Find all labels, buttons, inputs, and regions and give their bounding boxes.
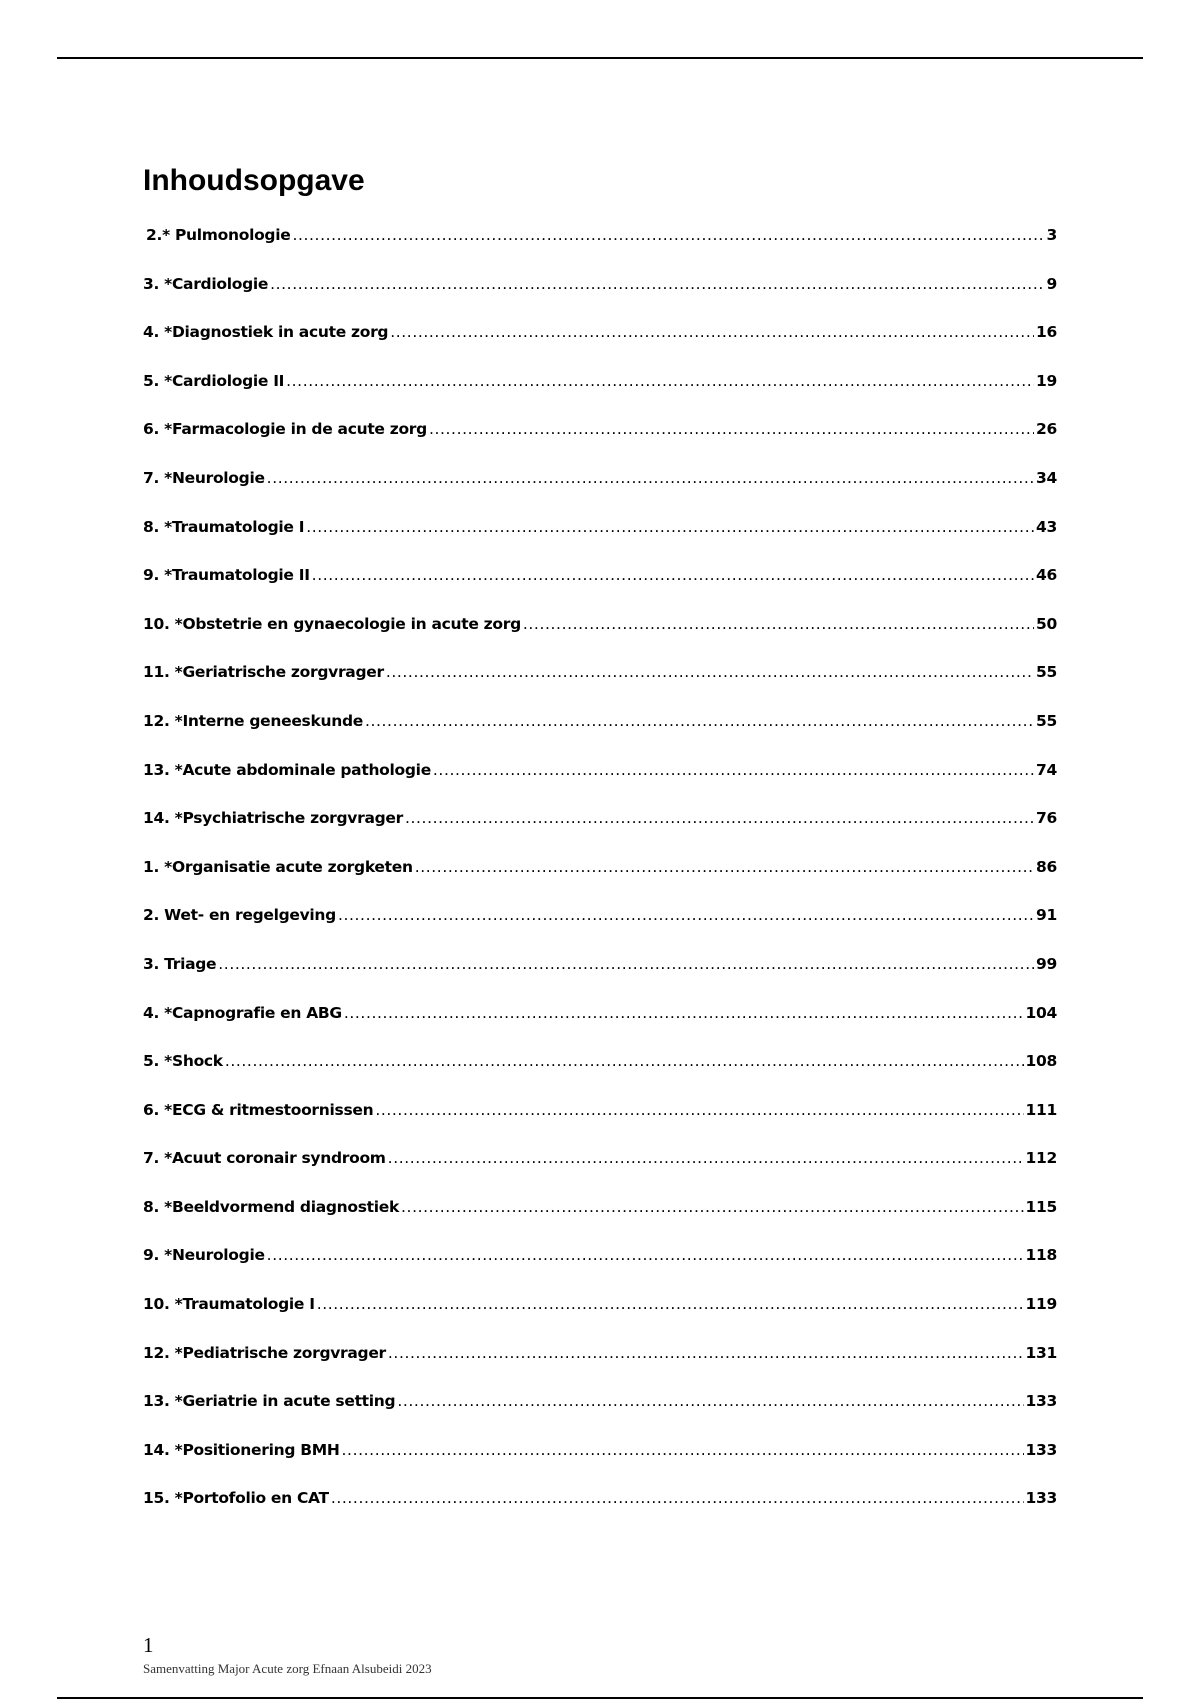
- toc-dot-leader: [386, 663, 1034, 681]
- page-number: 1: [143, 1633, 154, 1657]
- toc-entry-label: 5. *Shock: [143, 1052, 223, 1071]
- toc-entry-page: 108: [1025, 1052, 1057, 1071]
- toc-entry-page: 16: [1036, 323, 1057, 342]
- toc-entry-label: 14. *Positionering BMH: [143, 1440, 340, 1459]
- toc-entry-label: 2. Wet- en regelgeving: [143, 906, 336, 925]
- toc-entry-page: 34: [1036, 468, 1057, 487]
- toc-entry-label: 7. *Neurologie: [143, 468, 265, 487]
- toc-entry[interactable]: [143, 566, 1057, 615]
- toc-entry-label: 13. *Acute abdominale pathologie: [143, 760, 431, 779]
- toc-entry[interactable]: [143, 372, 1057, 421]
- toc-entry[interactable]: [143, 906, 1057, 955]
- toc-dot-leader: [405, 809, 1034, 827]
- toc-entry-page: 133: [1025, 1489, 1057, 1508]
- toc-dot-leader: [270, 275, 1044, 293]
- toc-entry-label: 11. *Geriatrische zorgvrager: [143, 663, 384, 682]
- toc-entry-label: 14. *Psychiatrische zorgvrager: [143, 809, 403, 828]
- toc-entry-page: 86: [1036, 857, 1057, 876]
- toc-entry[interactable]: [143, 1441, 1057, 1490]
- toc-dot-leader: [317, 1295, 1024, 1313]
- toc-entry[interactable]: [143, 809, 1057, 858]
- toc-dot-leader: [523, 615, 1034, 633]
- toc-entry-page: 104: [1025, 1003, 1057, 1022]
- toc-dot-leader: [388, 1149, 1024, 1167]
- toc-entry-label: 8. *Beeldvormend diagnostiek: [143, 1197, 400, 1216]
- toc-entry-page: 76: [1036, 809, 1057, 828]
- toc-entry[interactable]: [143, 712, 1057, 761]
- toc-dot-leader: [267, 469, 1034, 487]
- toc-entry-label: 10. *Obstetrie en gynaecologie in acute zorg: [143, 614, 521, 633]
- toc-dot-leader: [429, 420, 1034, 438]
- footer-text: Samenvatting Major Acute zorg Efnaan Alsubeidi 2023: [143, 1661, 432, 1676]
- toc-entry-page: 115: [1025, 1197, 1057, 1216]
- toc-entry[interactable]: [143, 858, 1057, 907]
- toc-dot-leader: [344, 1004, 1024, 1022]
- table-of-contents: [143, 226, 1057, 1538]
- toc-entry[interactable]: [143, 1489, 1057, 1538]
- toc-entry[interactable]: [143, 518, 1057, 567]
- toc-entry-label: 6. *ECG & ritmestoornissen: [143, 1100, 374, 1119]
- toc-entry-label: 10. *Traumatologie I: [143, 1295, 315, 1314]
- toc-dot-leader: [388, 1344, 1024, 1362]
- toc-entry-label: 3. *Cardiologie: [143, 274, 269, 293]
- toc-entry-page: 118: [1025, 1246, 1057, 1265]
- toc-dot-leader: [218, 955, 1034, 973]
- toc-entry[interactable]: [143, 761, 1057, 810]
- footer-rule: [57, 1697, 1143, 1699]
- toc-entry-label: 3. Triage: [143, 954, 217, 973]
- toc-entry[interactable]: [143, 226, 1057, 275]
- toc-entry-page: 131: [1025, 1343, 1057, 1362]
- toc-entry[interactable]: [143, 663, 1057, 712]
- toc-entry-page: 26: [1036, 420, 1057, 439]
- toc-entry[interactable]: [143, 1149, 1057, 1198]
- toc-entry-label: 4. *Capnografie en ABG: [143, 1003, 342, 1022]
- toc-entry[interactable]: [143, 615, 1057, 664]
- toc-entry-page: 46: [1036, 566, 1057, 585]
- toc-entry-label: 9. *Neurologie: [143, 1246, 265, 1265]
- toc-entry-page: 91: [1036, 906, 1057, 925]
- toc-entry[interactable]: [143, 1101, 1057, 1150]
- toc-dot-leader: [390, 323, 1034, 341]
- toc-dot-leader: [286, 372, 1034, 390]
- toc-entry-label: 5. *Cardiologie II: [143, 371, 285, 390]
- toc-dot-leader: [433, 761, 1034, 779]
- toc-entry-label: 15. *Portofolio en CAT: [143, 1489, 329, 1508]
- toc-entry[interactable]: [143, 955, 1057, 1004]
- toc-entry-label: 7. *Acuut coronair syndroom: [143, 1149, 386, 1168]
- toc-dot-leader: [312, 566, 1034, 584]
- toc-dot-leader: [365, 712, 1034, 730]
- toc-entry-page: 3: [1046, 226, 1057, 244]
- toc-entry[interactable]: [143, 1052, 1057, 1101]
- toc-dot-leader: [292, 226, 1044, 244]
- header-rule: [57, 57, 1143, 59]
- toc-entry-page: 9: [1046, 274, 1057, 293]
- toc-entry-page: 111: [1025, 1100, 1057, 1119]
- toc-entry-label: 12. *Interne geneeskunde: [143, 711, 363, 730]
- toc-entry-page: 43: [1036, 517, 1057, 536]
- toc-entry-page: 55: [1036, 711, 1057, 730]
- toc-entry-label: 1. *Organisatie acute zorgketen: [143, 857, 413, 876]
- toc-entry-label: 13. *Geriatrie in acute setting: [143, 1392, 396, 1411]
- toc-entry-page: 74: [1036, 760, 1057, 779]
- toc-dot-leader: [225, 1052, 1024, 1070]
- toc-entry[interactable]: [143, 469, 1057, 518]
- toc-entry-label: 2.* Pulmonologie: [146, 226, 291, 244]
- toc-entry-page: 112: [1025, 1149, 1057, 1168]
- toc-entry[interactable]: [143, 1392, 1057, 1441]
- toc-entry-page: 119: [1025, 1295, 1057, 1314]
- toc-dot-leader: [331, 1489, 1024, 1507]
- toc-entry[interactable]: [143, 1198, 1057, 1247]
- toc-dot-leader: [397, 1392, 1023, 1410]
- toc-entry[interactable]: [143, 1295, 1057, 1344]
- toc-entry[interactable]: [143, 323, 1057, 372]
- toc-entry-page: 55: [1036, 663, 1057, 682]
- page-title: Inhoudsopgave: [143, 164, 365, 197]
- toc-dot-leader: [267, 1246, 1024, 1264]
- toc-entry-page: 19: [1036, 371, 1057, 390]
- toc-entry-label: 6. *Farmacologie in de acute zorg: [143, 420, 427, 439]
- toc-entry-page: 99: [1036, 954, 1057, 973]
- toc-entry-label: 12. *Pediatrische zorgvrager: [143, 1343, 386, 1362]
- toc-entry-page: 133: [1025, 1440, 1057, 1459]
- toc-dot-leader: [342, 1441, 1024, 1459]
- toc-entry[interactable]: [143, 420, 1057, 469]
- toc-dot-leader: [401, 1198, 1024, 1216]
- toc-entry[interactable]: [143, 1344, 1057, 1393]
- toc-dot-leader: [415, 858, 1034, 876]
- toc-dot-leader: [375, 1101, 1023, 1119]
- toc-entry-label: 8. *Traumatologie I: [143, 517, 305, 536]
- toc-entry-label: 4. *Diagnostiek in acute zorg: [143, 323, 389, 342]
- toc-dot-leader: [306, 518, 1034, 536]
- toc-entry-page: 133: [1025, 1392, 1057, 1411]
- toc-entry[interactable]: [143, 275, 1057, 324]
- toc-entry-page: 50: [1036, 614, 1057, 633]
- toc-entry[interactable]: [143, 1246, 1057, 1295]
- toc-entry[interactable]: [143, 1004, 1057, 1053]
- toc-dot-leader: [338, 906, 1034, 924]
- toc-entry-label: 9. *Traumatologie II: [143, 566, 310, 585]
